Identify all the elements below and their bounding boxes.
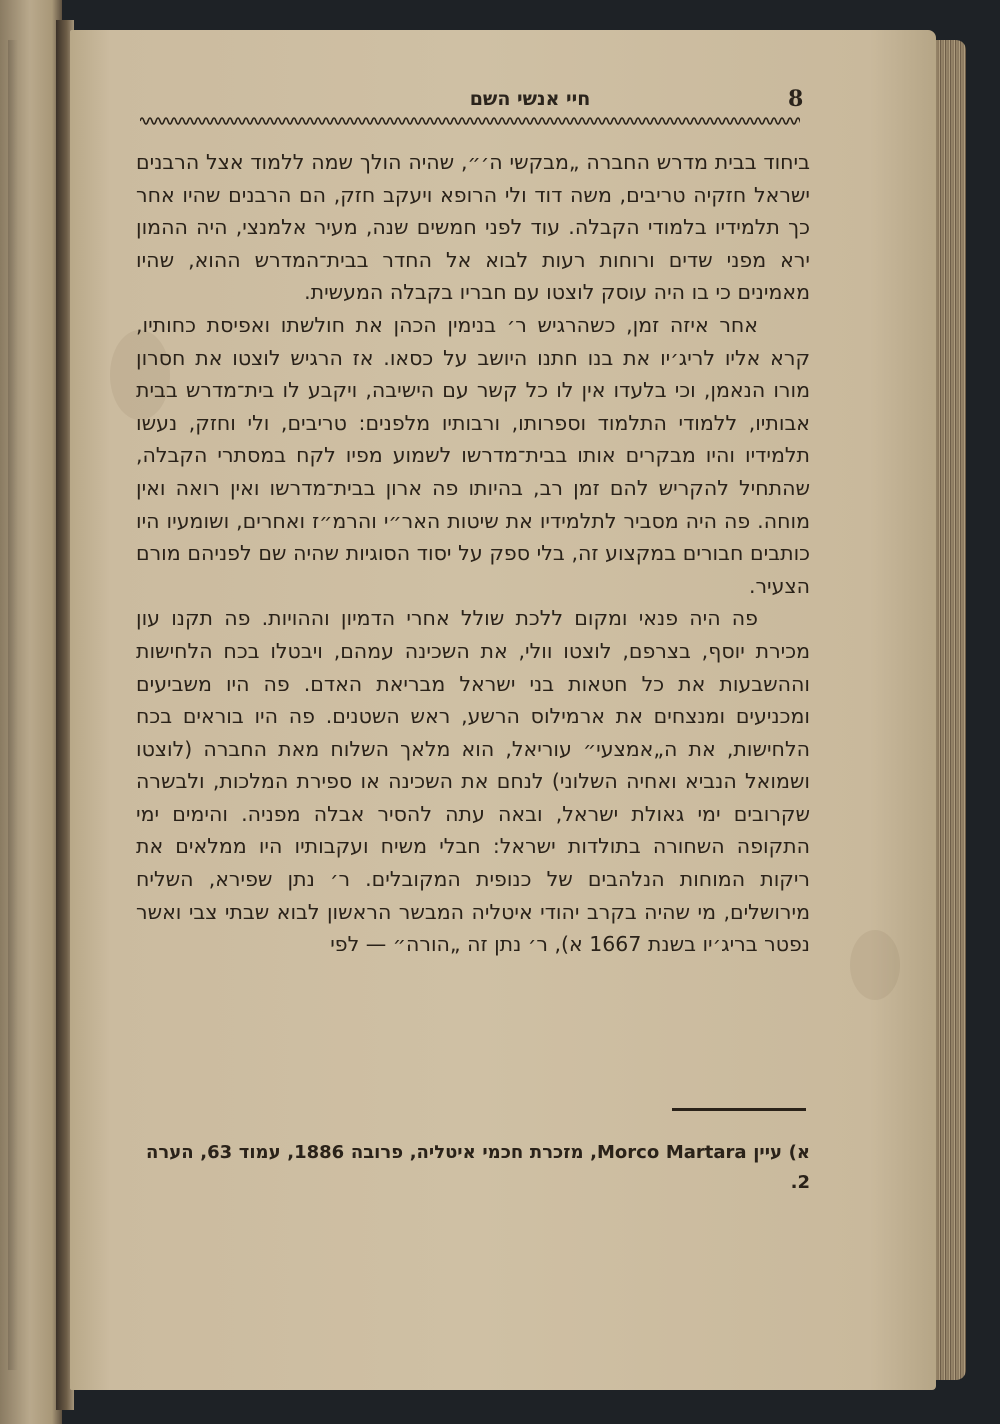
facing-page-edge [0, 0, 62, 1424]
wavy-rule [140, 112, 800, 128]
page-header [140, 58, 804, 112]
page-number: 8 [788, 86, 804, 112]
footnote-rule [672, 1108, 806, 1111]
paper-stain [850, 930, 900, 1000]
paragraph: פה היה פנאי ומקום ללכת שולל אחרי הדמיון וההויות. פה תקנו עון מכירת יוסף, בצרפם, לוצטו וולי, את השכינה עמהם, ויבטלו בכח הלחישות וההשבעות את כל חטאות בני ישראל מבריאת האדם. פה היו משביעים ומכניעים ומנצחים את ארמילוס הרשע, ראש השטנים. פה היו בוראים בכח הלחישות, את ה„אמצעי״ עוריאל, הוא מלאך השלוח מאת החברה (לוצטו ושמואל הנביא ואחיה השלוני) לנחם את השכינה או ספירת המלכות, ולבשרה שקרובים ימי גאולת ישראל, ובאה עתה להסיר אבלה מפניה. והימים ימי התקופה השחורה בתולדות ישראל: חבלי משיח ועקבותיו היו ממלאים את ריקות המוחות הנלהבים של כנופית המקובלים. ר׳ נתן שפירא, השליח מירושלים, מי שהיה בקרב יהודי איטליה המבשר הראשון לבוא שבתי צבי ואשר נפטר בריג׳יו בשנת 1667 א), ר׳ נתן זה „הורה״ — לפי [136, 606, 810, 957]
paragraph: אחר איזה זמן, כשהרגיש ר׳ בנימין הכהן את חולשתו ואפיסת כחותיו, קרא אליו לריג׳יו את בנו חתנו היושב על כסאו. אז הרגיש לוצטו את חסרון מורו הנאמן, וכי בלעדו אין לו כל קשר עם הישיבה, ויקבע לו בית־מדרש בבית אבותיו, ללמודי התלמוד וספרותו, ורבותיו מלפנים: טריבים, ולי וחזק, נעשו תלמידיו והיו מבקרים אותו בבית־מדרשו לשמוע מפיו לקח במסתרי הקבלה, שהתחיל להקריש להם זמן רב, בהיותו פה ארון בבית־מדרשו ואין רואה ואין מוחה. פה היה מסביר לתלמידיו את שיטות האר״י והרמ״ז ואחרים, ושומעיו היו כותבים חבורים במקצוע זה, בלי ספק על יסוד הסוגיות שהיה שם לפניהם מורם הצעיר. [136, 312, 810, 598]
running-title: חיי אנשי השם [469, 88, 591, 110]
paragraph: ביחוד בבית מדרש החברה „מבקשי ה׳״, שהיה הולך שמה ללמוד אצל הרבנים ישראל חזקיה טריבים, משה דוד ולי הרופא ויעקב חזק, הם הרבנים שהיו אחר כך תלמידיו בלמודי הקבלה. עוד לפני חמשים שנה, מעיר אלמנצי, היה ההמון ירא מפני שדים ורוחות רעות לבוא אל החדר בבית־המדרש ההוא, שהיו מאמינים כי בו היה עוסק לוצטו עם חבריו בקבלה המעשית. [136, 150, 810, 305]
body-text [136, 146, 810, 961]
footnote: א) עיין Morco Martara, מזכרת חכמי איטליה, פרובה 1886, עמוד 63, הערה 2. [146, 1142, 810, 1193]
